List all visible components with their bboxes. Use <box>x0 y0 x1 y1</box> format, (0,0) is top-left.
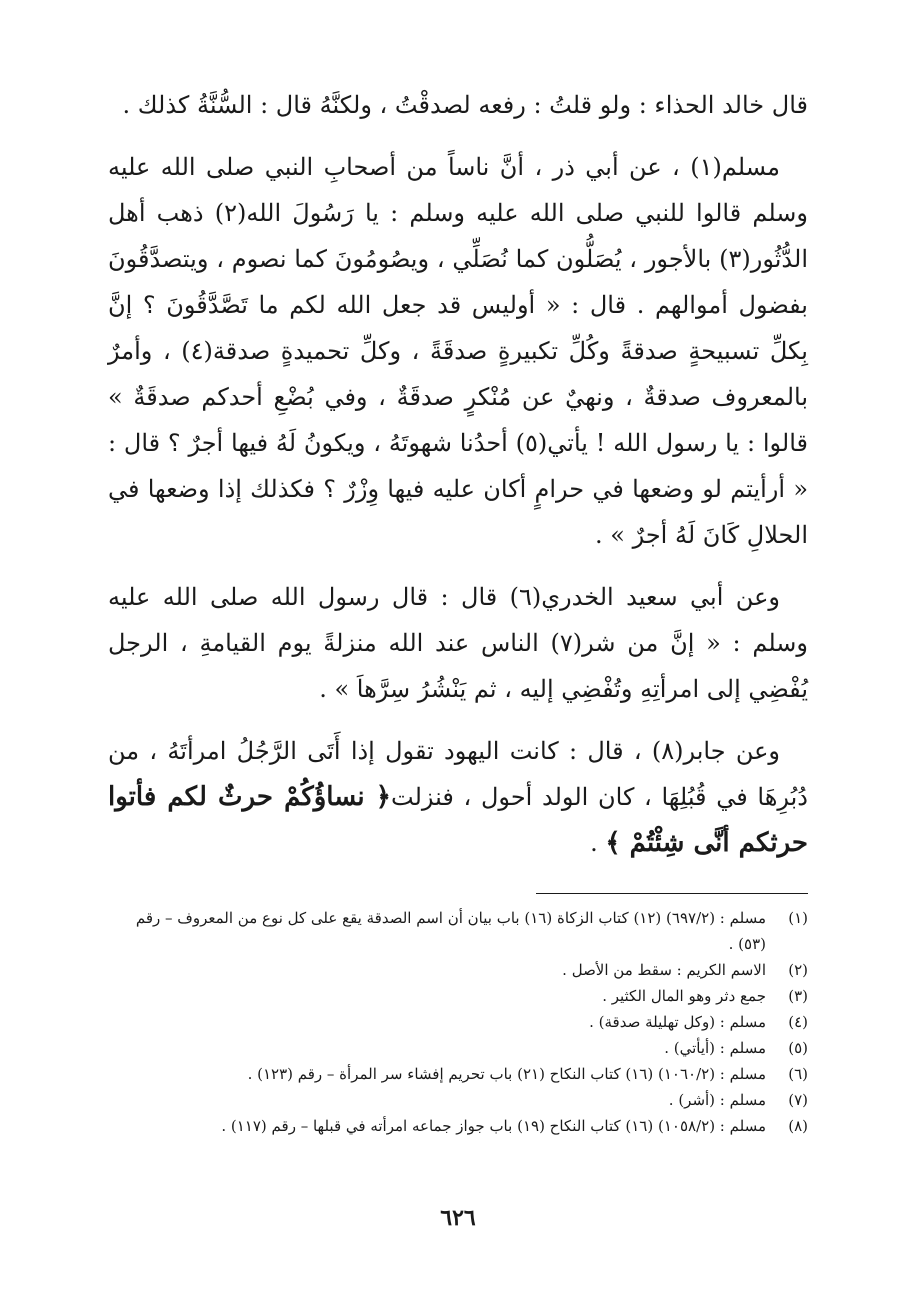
footnote-number: (١) <box>788 909 808 927</box>
footnote-number: (٦) <box>788 1065 808 1083</box>
footnote-item <box>108 957 808 983</box>
footnote-item <box>108 1061 808 1087</box>
paragraph-3: وعن أبي سعيد الخدري(٦) قال : قال رسول الله صلى الله عليه وسلم : « إنَّ من شر(٧) الناس عند الله منزلةً يوم القيامةِ ، الرجل يُفْضِي إلى امرأتِهِ وتُفْضِي إليه ، ثم يَنْشُرُ سِرَّهاَ » . <box>108 583 808 703</box>
page-number: ٦٢٦ <box>440 1205 476 1231</box>
footnote-number: (٥) <box>788 1039 808 1057</box>
footnote-item <box>108 1113 808 1139</box>
footnote-number: (٤) <box>788 1013 808 1031</box>
footnote-text: مسلم : (١٠٥٨/٢) (١٦) كتاب النكاح (١٩) باب جواز جماعه امرأته في قبلها – رقم (١١٧) . <box>221 1117 766 1135</box>
footnote-text: مسلم : (٦٩٧/٢) (١٢) كتاب الزكاة (١٦) باب بيان أن اسم الصدقة يقع على كل نوع من المعروف – رقم (٥٣) . <box>135 909 766 953</box>
footnote-number: (٣) <box>788 987 808 1005</box>
footnote-text: مسلم : (١٠٦٠/٢) (١٦) كتاب النكاح (٢١) باب تحريم إفشاء سر المرأة – رقم (١٢٣) . <box>247 1065 766 1083</box>
footnote-text: مسلم : (أشر) . <box>668 1091 766 1109</box>
paragraph-4-text: وعن جابر(٨) ، قال : كانت اليهود تقول إذا أَتَى الرَّجُلُ امرأتَهُ ، من دُبُرِهَا في قُبُلِهَا ، كان الولد أحول ، فنزلت <box>108 737 808 811</box>
footnote-item <box>108 1035 808 1061</box>
footnote-number: (٧) <box>788 1091 808 1109</box>
quran-verse: ﴿ نساؤُكُمْ حرثٌ لكم فأتوا حرثكم أنَّى شِئْتُمْ ﴾ <box>108 782 808 858</box>
footnote-text: مسلم : (وكل تهليلة صدقة) . <box>589 1013 766 1031</box>
footnote-item <box>108 1009 808 1035</box>
paragraph-2: مسلم(١) ، عن أبي ذر ، أنَّ ناساً من أصحابِ النبي صلى الله عليه وسلم قالوا للنبي صلى الله عليه وسلم : يا رَسُولَ الله(٢) ذهب أهل الدُّثُور(٣) بالأجور ، يُصَلُّون كما نُصَلِّي ، ويصُومُونَ كما نصوم ، ويتصدَّقُونَ بفضول أموالهم . قال : « أوليس قد جعل الله لكم ما تَصَّدَّقُونَ ؟ إنَّ بِكلِّ تسبيحةٍ صدقةً وكُلِّ تكبيرةٍ صدقَةً ، وكلِّ تحميدةٍ صدقة(٤) ، وأمرٌ بالمعروف صدقةٌ ، ونهيٌ عن مُنْكرٍ صدقَةٌ ، وفي بُضْعِ أحدكم صدقَةٌ » قالوا : يا رسول الله ! يأتي(٥) أحدُنا شهوتَهُ ، ويكونُ لَهُ فيها أجرٌ ؟ قال : « أرأيتم لو وضعها في حرامٍ أكان عليه فيها وِزْرٌ ؟ فكذلك إذا وضعها في الحلالِ كَانَ لَهُ أجرٌ » . <box>108 153 809 549</box>
footnote-separator <box>536 893 808 894</box>
footnote-item <box>108 983 808 1009</box>
footnote-number: (٨) <box>788 1117 808 1135</box>
footnote-text: جمع دثر وهو المال الكثير . <box>602 987 766 1005</box>
footnotes <box>108 905 808 1139</box>
footnote-text: الاسم الكريم : سقط من الأصل . <box>562 961 766 979</box>
paragraph-4 <box>108 728 808 866</box>
main-text <box>108 82 808 882</box>
footnote-text: مسلم : (أيأتي) . <box>664 1039 766 1057</box>
footnote-item <box>108 1087 808 1113</box>
paragraph-1: قال خالد الحذاء : ولو قلتُ : رفعه لصدقْتُ ، ولكنَّهُ قال : السُّنَّةُ كذلك . <box>122 91 808 119</box>
footnote-number: (٢) <box>788 961 808 979</box>
paragraph-4-end: . <box>590 829 606 857</box>
footnote-item <box>108 905 808 957</box>
